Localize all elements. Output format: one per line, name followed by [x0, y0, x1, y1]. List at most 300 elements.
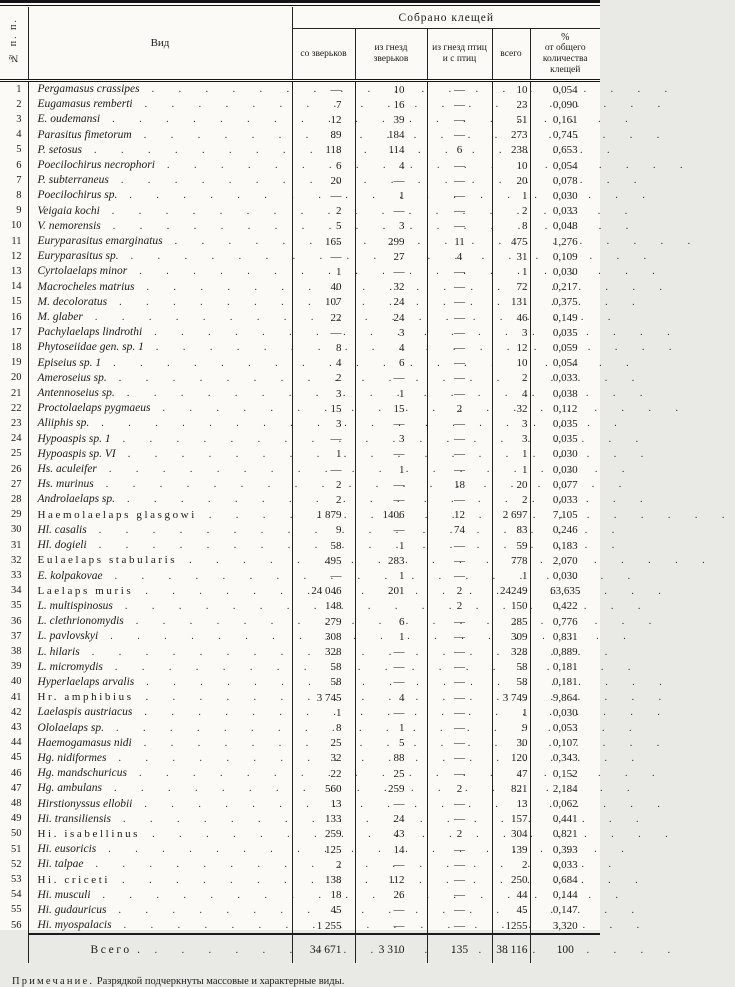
cell-percent: 0,035 [552, 326, 578, 339]
cell-from-animal-nests: 3 [355, 325, 427, 340]
cell-percent: 0,144 [552, 889, 578, 902]
leader-dots [83, 311, 622, 325]
cell-total: 778 [492, 553, 530, 568]
cell-total: 10 [492, 356, 530, 371]
cell-total: 1 [492, 188, 530, 203]
cell-row-number: 37 [0, 629, 28, 644]
species-name: Euryparasitus sp. [37, 250, 119, 263]
cell-from-bird-nests: — [427, 645, 492, 660]
cell-row-number: 19 [0, 356, 28, 371]
table-row [0, 81, 600, 98]
cell-from-animals: 2 [292, 204, 355, 219]
cell-from-animals: 2 [292, 477, 355, 492]
cell-percent: 0,831 [552, 630, 578, 643]
cell-row-number: 7 [0, 173, 28, 188]
cell-species [28, 234, 292, 249]
cell-from-bird-nests: — [427, 310, 492, 325]
cell-total: 44 [492, 888, 530, 903]
cell-species [28, 903, 292, 918]
cell-total: 10 [492, 158, 530, 173]
cell-from-animal-nests: — [355, 797, 427, 812]
leader-dots [155, 159, 694, 173]
cell-species [28, 432, 292, 447]
table-row [0, 827, 600, 842]
species-name: Hi. musculi [37, 888, 91, 901]
cell-row-number: 23 [0, 416, 28, 431]
leader-dots [87, 539, 626, 553]
species-name: M. decoloratus [37, 295, 108, 308]
table-row [0, 842, 600, 857]
cell-from-animal-nests: 5 [355, 736, 427, 751]
cell-from-bird-nests: — [427, 492, 492, 507]
table-row [0, 188, 600, 203]
cell-percent: 0,030 [552, 265, 578, 278]
cell-percent: 0,030 [552, 463, 578, 476]
species-name: Poecilochirus necrophori [37, 159, 155, 172]
cell-total: 12 [492, 340, 530, 355]
cell-from-bird-nests: 6 [427, 143, 492, 158]
cell-total: 3 749 [492, 690, 530, 705]
cell-row-number: 48 [0, 797, 28, 812]
cell-species [28, 705, 292, 720]
cell-from-animal-nests: 14 [355, 842, 427, 857]
leader-dots [84, 858, 623, 872]
cell-percent: 0,441 [552, 813, 578, 826]
cell-species [28, 173, 292, 188]
cell-percent: 0,030 [552, 570, 578, 582]
cell-species [28, 81, 292, 98]
cell-percent: 0,038 [552, 387, 578, 400]
table-row [0, 553, 600, 568]
cell-total: 9 [492, 721, 530, 736]
cell-from-bird-nests: — [427, 188, 492, 203]
cell-total: 273 [492, 128, 530, 143]
footnote-text: Разрядкой подчеркнуты массовые и характерные виды. [96, 976, 345, 987]
cell-total: 4 [492, 386, 530, 401]
cell-percent: 0,109 [552, 250, 578, 263]
species-name: Hi. eusoricis [37, 843, 97, 856]
cell-from-animal-nests: — [355, 477, 427, 492]
cell-from-animal-nests: 88 [355, 751, 427, 766]
cell-total: 139 [492, 842, 530, 857]
cell-from-animals: 45 [292, 903, 355, 918]
species-name: Hg. ambulans [37, 782, 103, 795]
cell-from-animals: — [292, 569, 355, 584]
species-name: Eulaelaps stabularis [37, 554, 178, 567]
cell-from-bird-nests: — [427, 325, 492, 340]
cell-from-animals: — [292, 325, 355, 340]
cell-from-animal-nests: — [355, 523, 427, 538]
table-row [0, 857, 600, 872]
cell-species [28, 492, 292, 507]
cell-from-bird-nests: — [427, 553, 492, 568]
cell-total: 131 [492, 295, 530, 310]
cell-row-number: 12 [0, 249, 28, 264]
cell-from-bird-nests: — [427, 356, 492, 371]
cell-row-number: 44 [0, 736, 28, 751]
table-footer [0, 934, 600, 963]
cell-percent: 0,107 [552, 737, 578, 750]
cell-percent: 0,035 [552, 417, 578, 430]
cell-from-animals: 12 [292, 112, 355, 127]
species-name: Hi. criceti [37, 873, 111, 886]
leader-dots [143, 945, 682, 956]
cell-from-bird-nests: 74 [427, 523, 492, 538]
cell-from-animal-nests: — [355, 416, 427, 431]
cell-from-bird-nests: — [427, 112, 492, 127]
cell-row-number: 53 [0, 873, 28, 888]
species-name: Macrocheles matrius [37, 280, 135, 293]
table-row [0, 97, 600, 112]
cell-from-animals: 3 [292, 416, 355, 431]
table-row [0, 599, 600, 614]
table-row [0, 173, 600, 188]
cell-row-number: 3 [0, 112, 28, 127]
header-from-animal-nests: из гнезд зверьков [355, 29, 427, 81]
cell-species [28, 143, 292, 158]
cell-from-bird-nests: — [427, 204, 492, 219]
cell-row-number: 54 [0, 888, 28, 903]
cell-from-bird-nests: 2 [427, 781, 492, 796]
cell-from-animals: 2 [292, 371, 355, 386]
cell-from-animals: 3 745 [292, 690, 355, 705]
species-name: L. clethrionomydis [37, 615, 124, 628]
table-row [0, 371, 600, 386]
cell-from-animal-nests: 43 [355, 827, 427, 842]
cell-total: 2 [492, 492, 530, 507]
cell-total: 2 [492, 371, 530, 386]
cell-from-animal-nests: 3 [355, 432, 427, 447]
cell-from-animals: 3 [292, 386, 355, 401]
cell-from-animals: 279 [292, 614, 355, 629]
cell-percent: 0,684 [552, 874, 578, 887]
table-row [0, 234, 600, 249]
cell-from-animal-nests: — [355, 903, 427, 918]
species-name: Cyrtolaelaps minor [37, 265, 128, 278]
total-empty-cell [0, 934, 28, 963]
table-row [0, 675, 600, 690]
cell-row-number: 15 [0, 295, 28, 310]
cell-total: 8 [492, 219, 530, 234]
cell-from-bird-nests: 4 [427, 249, 492, 264]
cell-row-number: 16 [0, 310, 28, 325]
cell-row-number: 47 [0, 781, 28, 796]
species-name: Eugamasus remberti [37, 98, 133, 111]
cell-from-bird-nests: 12 [427, 508, 492, 523]
cell-from-bird-nests: 2 [427, 599, 492, 614]
leader-dots [197, 509, 735, 523]
cell-from-animals: 24 046 [292, 584, 355, 599]
cell-percent: 63,635 [550, 585, 581, 598]
table-row [0, 249, 600, 264]
cell-total: 31 [492, 249, 530, 264]
header-percent [530, 29, 600, 81]
cell-from-animal-nests: — [355, 645, 427, 660]
table-row [0, 477, 600, 492]
table-row [0, 204, 600, 219]
cell-percent: 0,048 [552, 220, 578, 233]
species-name: Hs. murinus [37, 478, 94, 491]
leader-dots [140, 83, 679, 97]
cell-from-animals: 6 [292, 158, 355, 173]
table-row [0, 645, 600, 660]
cell-from-animals: 495 [292, 553, 355, 568]
cell-from-animals: 560 [292, 781, 355, 796]
cell-row-number: 25 [0, 447, 28, 462]
cell-from-animal-nests: 26 [355, 888, 427, 903]
species-name: Episeius sp. 1 [37, 356, 102, 369]
cell-species [28, 660, 292, 675]
cell-from-animals: 1 879 [292, 508, 355, 523]
footnote-label: Примечание. [12, 976, 95, 987]
cell-from-animals: 4 [292, 356, 355, 371]
table-row [0, 158, 600, 173]
cell-species [28, 462, 292, 477]
cell-from-bird-nests: — [427, 128, 492, 143]
cell-percent: 0,030 [552, 706, 578, 719]
cell-from-animals: 133 [292, 812, 355, 827]
cell-from-animal-nests: 15 [355, 401, 427, 416]
cell-from-animals: 2 [292, 492, 355, 507]
cell-row-number: 2 [0, 97, 28, 112]
total-all: 38 116 [492, 934, 530, 963]
cell-from-animal-nests: 1406 [355, 508, 427, 523]
cell-percent: 0,343 [552, 752, 578, 765]
species-name: Hi. isabellinus [37, 827, 141, 840]
cell-from-animals: 7 [292, 97, 355, 112]
cell-from-animal-nests: — [355, 675, 427, 690]
cell-from-bird-nests: — [427, 158, 492, 173]
cell-percent: 0,745 [552, 129, 578, 142]
cell-species [28, 721, 292, 736]
table-row [0, 614, 600, 629]
cell-percent: 0,393 [552, 843, 578, 856]
cell-from-bird-nests: — [427, 888, 492, 903]
cell-from-bird-nests: — [427, 842, 492, 857]
cell-percent: 2,184 [552, 782, 578, 795]
cell-total: 1 [492, 569, 530, 584]
cell-row-number: 30 [0, 523, 28, 538]
species-name: Aliiphis sp. [37, 417, 90, 430]
cell-percent: 0,030 [552, 448, 578, 461]
cell-from-animal-nests: 4 [355, 690, 427, 705]
cell-species [28, 584, 292, 599]
species-name: Haemolaelaps glasgowi [37, 508, 197, 521]
cell-percent: 0,059 [552, 341, 578, 354]
species-name: Veigaia kochi [37, 204, 100, 217]
cell-species [28, 264, 292, 279]
cell-species [28, 356, 292, 371]
cell-from-animal-nests: 112 [355, 873, 427, 888]
cell-species [28, 128, 292, 143]
leader-dots [80, 646, 619, 660]
cell-species [28, 249, 292, 264]
table-row [0, 766, 600, 781]
cell-from-animals: 1 [292, 447, 355, 462]
cell-from-bird-nests: — [427, 857, 492, 872]
cell-from-animals: 125 [292, 842, 355, 857]
cell-from-bird-nests: — [427, 812, 492, 827]
cell-total: 13 [492, 797, 530, 812]
species-name: Hi. transiliensis [37, 812, 111, 825]
cell-row-number: 28 [0, 492, 28, 507]
cell-from-animals: 32 [292, 751, 355, 766]
species-name: Pergamasus crassipes [37, 83, 140, 95]
cell-from-animals: 1 255 [292, 918, 355, 934]
cell-row-number: 56 [0, 918, 28, 934]
table-row [0, 462, 600, 477]
cell-total: 157 [492, 812, 530, 827]
cell-row-number: 38 [0, 645, 28, 660]
cell-from-animal-nests: 1 [355, 462, 427, 477]
table-row [0, 401, 600, 416]
table-row [0, 143, 600, 158]
cell-total: 83 [492, 523, 530, 538]
cell-row-number: 33 [0, 569, 28, 584]
cell-percent: 0,112 [553, 402, 578, 415]
cell-from-animal-nests: 6 [355, 356, 427, 371]
table-row [0, 416, 600, 431]
cell-from-bird-nests: — [427, 81, 492, 98]
cell-percent: 0,054 [552, 83, 578, 96]
cell-total: 20 [492, 173, 530, 188]
table-row [0, 492, 600, 507]
cell-from-animals: 259 [292, 827, 355, 842]
cell-from-animals: 25 [292, 736, 355, 751]
cell-row-number: 5 [0, 143, 28, 158]
cell-species [28, 797, 292, 812]
cell-percent: 0,183 [552, 539, 578, 552]
species-name: Ameroseius sp. [37, 371, 107, 384]
header-total: всего [492, 29, 530, 81]
cell-percent: 0,030 [552, 189, 578, 202]
cell-from-animals: 13 [292, 797, 355, 812]
cell-row-number: 50 [0, 827, 28, 842]
cell-total: 1 [492, 447, 530, 462]
cell-from-bird-nests: — [427, 736, 492, 751]
cell-row-number: 42 [0, 705, 28, 720]
cell-from-bird-nests: — [427, 660, 492, 675]
cell-species [28, 280, 292, 295]
table-row [0, 690, 600, 705]
table-row [0, 569, 600, 584]
cell-percent: 0,821 [552, 828, 578, 841]
cell-total: 32 [492, 401, 530, 416]
leader-dots [82, 144, 621, 158]
species-name: Pachylaelaps lindrothi [37, 326, 143, 339]
cell-percent: 0,033 [552, 493, 578, 506]
cell-species [28, 325, 292, 340]
cell-total: 475 [492, 234, 530, 249]
total-from-bird-nests: 135 [427, 934, 492, 963]
cell-from-animals: 58 [292, 538, 355, 553]
cell-row-number: 18 [0, 340, 28, 355]
cell-from-animal-nests: 39 [355, 112, 427, 127]
cell-from-bird-nests: — [427, 690, 492, 705]
cell-species [28, 766, 292, 781]
cell-from-animals: 9 [292, 523, 355, 538]
cell-percent: 0,033 [552, 372, 578, 385]
species-name: Euryparasitus emarginatus [37, 235, 163, 248]
cell-row-number: 29 [0, 508, 28, 523]
cell-total: 304 [492, 827, 530, 842]
cell-from-animals: 40 [292, 280, 355, 295]
cell-species [28, 508, 292, 523]
cell-species [28, 447, 292, 462]
cell-row-number: 21 [0, 386, 28, 401]
table-row [0, 903, 600, 918]
table-row [0, 781, 600, 796]
cell-from-animals: 8 [292, 340, 355, 355]
header-from-bird-nests: из гнезд птиц и с птиц [427, 29, 492, 81]
cell-from-animal-nests: 24 [355, 310, 427, 325]
species-name: L. multispinosus [37, 599, 113, 612]
cell-from-animal-nests: — [355, 492, 427, 507]
cell-from-animal-nests: 6 [355, 614, 427, 629]
cell-percent: 0,375 [552, 296, 578, 309]
cell-row-number: 32 [0, 553, 28, 568]
cell-total: 120 [492, 751, 530, 766]
cell-total: 59 [492, 538, 530, 553]
table-row [0, 812, 600, 827]
total-label-cell [28, 934, 292, 963]
header-species: Вид [28, 7, 292, 81]
species-name: Hi. talpae [37, 858, 84, 871]
cell-species [28, 873, 292, 888]
cell-total: 1 [492, 264, 530, 279]
table-row [0, 721, 600, 736]
cell-percent: 0,149 [552, 311, 578, 324]
cell-from-animal-nests: 259 [355, 781, 427, 796]
table-header [0, 7, 600, 81]
cell-from-bird-nests: — [427, 97, 492, 112]
cell-percent: 0,653 [552, 144, 578, 157]
species-name: Laelaps muris [37, 584, 134, 597]
cell-from-animals: 5 [292, 219, 355, 234]
species-name: Hi. myospalacis [37, 919, 112, 932]
cell-from-bird-nests: — [427, 264, 492, 279]
cell-species [28, 690, 292, 705]
cell-from-animals: 308 [292, 629, 355, 644]
cell-species [28, 599, 292, 614]
cell-from-bird-nests: — [427, 873, 492, 888]
species-name: Hypoaspis sp. 1 [37, 432, 111, 445]
cell-percent: 0,152 [552, 767, 578, 780]
cell-species [28, 523, 292, 538]
table-row [0, 112, 600, 127]
cell-total: 238 [492, 143, 530, 158]
cell-species [28, 340, 292, 355]
cell-row-number: 26 [0, 462, 28, 477]
cell-total: 58 [492, 660, 530, 675]
cell-row-number: 55 [0, 903, 28, 918]
cell-from-animal-nests: 1 [355, 629, 427, 644]
cell-from-bird-nests: — [427, 219, 492, 234]
table-row [0, 660, 600, 675]
leader-dots [163, 235, 702, 249]
table-row [0, 432, 600, 447]
mites-table [0, 7, 600, 963]
cell-from-animal-nests: 114 [355, 143, 427, 158]
cell-row-number: 43 [0, 721, 28, 736]
species-name: Androlaelaps sp. [37, 493, 116, 506]
table-row [0, 447, 600, 462]
cell-row-number: 17 [0, 325, 28, 340]
cell-from-animals: 1 [292, 705, 355, 720]
species-name: Hr. amphibius [37, 691, 134, 704]
cell-species [28, 538, 292, 553]
cell-row-number: 39 [0, 660, 28, 675]
